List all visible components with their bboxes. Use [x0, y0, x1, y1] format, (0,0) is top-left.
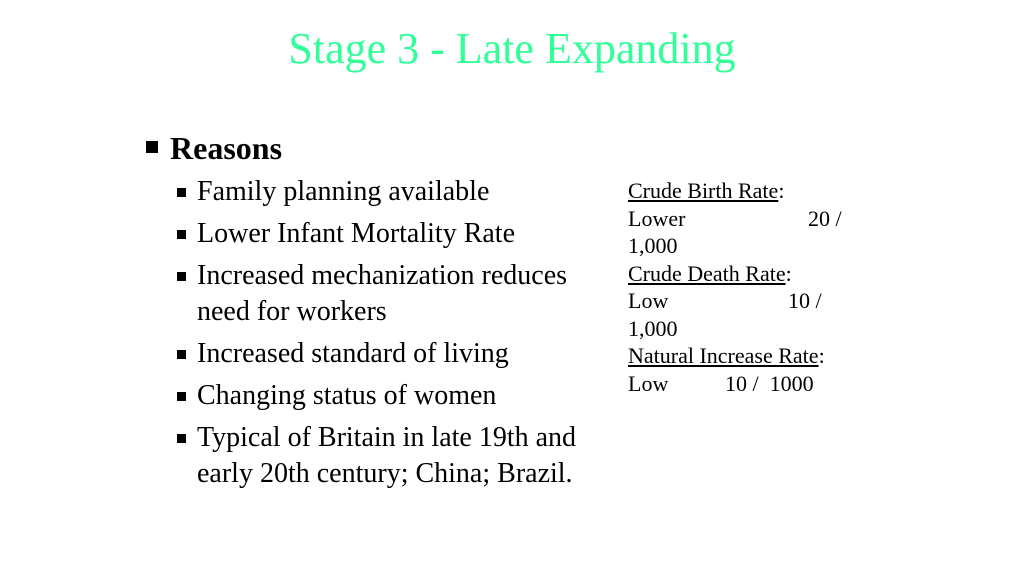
death-rate-unit: 1,000 [628, 315, 678, 341]
list-item [177, 174, 577, 210]
square-bullet-icon [177, 350, 186, 359]
list-item [177, 420, 577, 492]
birth-rate-colon: : [778, 178, 785, 203]
death-rate-heading [628, 260, 888, 288]
list-item [177, 378, 577, 414]
death-rate-value: 10 / [788, 288, 822, 313]
rates-panel [628, 177, 888, 397]
natural-rate-colon: : [818, 343, 825, 368]
reason-text: Increased mechanization reduces need for workers [197, 260, 568, 327]
square-bullet-icon [177, 188, 186, 197]
death-rate-row [628, 287, 888, 315]
birth-rate-unit: 1,000 [628, 233, 678, 258]
natural-rate-row [628, 370, 888, 398]
reason-text: Changing status of women [197, 380, 497, 411]
list-item [177, 336, 577, 372]
birth-rate-level: Lower [628, 205, 686, 231]
reason-text: Increased standard of living [197, 338, 509, 369]
square-bullet-icon [146, 141, 158, 153]
natural-rate-label: Natural Increase Rate [628, 343, 819, 368]
natural-rate-value: 10 / 1000 [725, 370, 814, 396]
list-item [177, 216, 577, 252]
reasons-list [177, 174, 577, 498]
square-bullet-icon [177, 434, 186, 443]
square-bullet-icon [177, 392, 186, 401]
birth-rate-label: Crude Birth Rate [628, 178, 779, 203]
reason-text: Lower Infant Mortality Rate [197, 218, 516, 249]
reason-text: Typical of Britain in late 19th and early 20th century; China; Brazil. [197, 422, 577, 489]
square-bullet-icon [177, 272, 186, 281]
reasons-heading-text: Reasons [170, 130, 283, 166]
death-rate-label: Crude Death Rate [628, 260, 786, 286]
natural-rate-level: Low [628, 370, 669, 396]
death-rate-level: Low [628, 288, 669, 313]
list-item [177, 258, 577, 330]
death-rate-colon: : [785, 260, 792, 286]
birth-rate-heading [628, 177, 888, 205]
slide-title: Stage 3 - Late Expanding [288, 24, 736, 73]
square-bullet-icon [177, 230, 186, 239]
reasons-heading [146, 128, 282, 168]
birth-rate-value: 20 / [808, 205, 842, 231]
reason-text: Family planning available [197, 176, 490, 207]
natural-rate-heading [628, 342, 888, 370]
birth-rate-row [628, 205, 888, 233]
